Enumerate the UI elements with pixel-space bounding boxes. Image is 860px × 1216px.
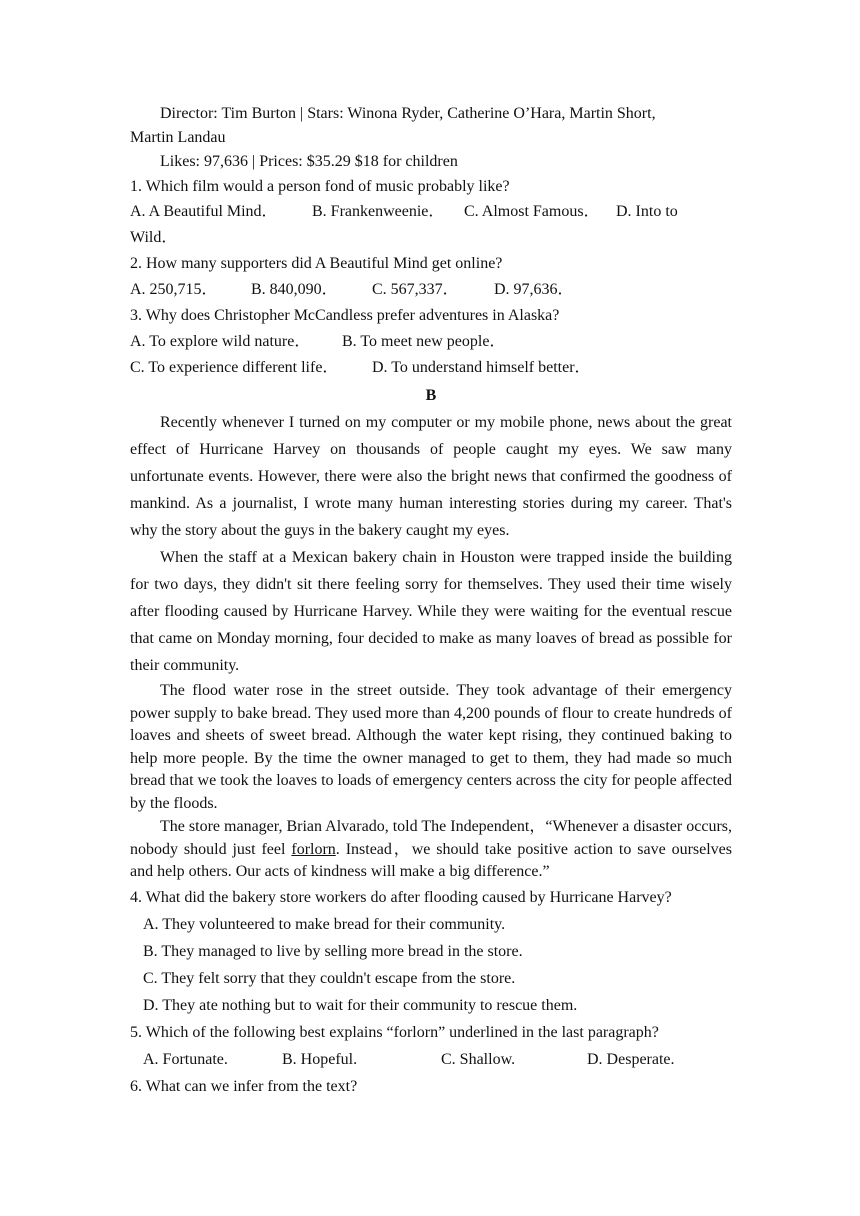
passage-paragraph-4 — [130, 816, 732, 884]
q3-option-b: B. To meet new people． — [342, 333, 506, 350]
question-3-options-ab — [130, 329, 732, 355]
question-6-stem: 6. What can we infer from the text? — [130, 1077, 358, 1095]
question-1-stem: 1. Which film would a person fond of music probably like? — [130, 178, 510, 195]
underlined-word-forlorn: forlorn — [291, 840, 336, 858]
q2-option-b: B. 840,090． — [251, 281, 338, 298]
q1-option-b: B. Frankenweenie． — [312, 203, 445, 220]
q1-option-a: A. A Beautiful Mind． — [130, 203, 278, 220]
q5-option-c: C. Shallow. — [441, 1050, 516, 1068]
film-director-line — [130, 102, 732, 150]
q3-option-d: D. To understand himself better． — [372, 359, 591, 376]
question-3-stem: 3. Why does Christopher McCandless prefer adventures in Alaska? — [130, 307, 560, 324]
q4-option-c: C. They felt sorry that they couldn't escape from the store. — [143, 969, 516, 987]
q1-option-d-cont: Wild． — [130, 229, 178, 246]
q2-option-d: D. 97,636． — [494, 281, 574, 298]
paragraph-4-text-before: The store manager, Brian Alvarado, told The Independent，“Whenever a disaster occurs, nobody should just feel — [130, 818, 732, 858]
film-director-text: Director: Tim Burton | Stars: Winona Ryder, Catherine O’Hara, Martin Short, — [160, 105, 656, 122]
section-heading: B — [425, 387, 437, 404]
film-director-text-cont: Martin Landau — [130, 129, 226, 146]
q4-option-d: D. They ate nothing but to wait for their community to rescue them. — [143, 996, 578, 1014]
passage-paragraph-2: When the staff at a Mexican bakery chain in Houston were trapped inside the building for two days, they didn't sit there feeling sorry for themselves. They used their time wisely after flooding caused by Hurricane Harvey. While they were waiting for the eventual rescue that came on Monday morning, four decided to make as many loaves of bread as possible for their community. — [130, 549, 732, 674]
question-2-options — [130, 277, 732, 303]
paragraph-4-text-after: . Instead，we should take positive action to save ourselves and help others. Our acts of kindness will make a big difference.” — [130, 840, 733, 880]
film-likes-line: Likes: 97,636 | Prices: $35.29 $18 for children — [160, 153, 458, 170]
q1-option-c: C. Almost Famous． — [464, 203, 600, 220]
q4-option-b: B. They managed to live by selling more bread in the store. — [143, 942, 523, 960]
passage-paragraph-3: The flood water rose in the street outside. They took advantage of their emergency power supply to bake bread. They used more than 4,200 pounds of flour to create hundreds of loaves and sheets of sweet bread. Although the water kept rising, they continued baking to help more people. By the time the owner managed to get to them, they had made so much bread that we took the loaves to loads of emergency centers across the city for people affected by the floods. — [130, 682, 732, 812]
q3-option-c: C. To experience different life． — [130, 359, 339, 376]
question-4-stem: 4. What did the bakery store workers do after flooding caused by Hurricane Harvey? — [130, 888, 672, 906]
q1-option-d: D. Into to — [616, 203, 678, 220]
q5-option-d: D. Desperate. — [587, 1050, 675, 1068]
question-3-options-cd — [130, 355, 732, 381]
q5-option-b: B. Hopeful. — [282, 1050, 358, 1068]
q5-option-a: A. Fortunate. — [143, 1050, 228, 1068]
document-page — [130, 102, 732, 1100]
question-2-stem: 2. How many supporters did A Beautiful Mind get online? — [130, 255, 503, 272]
q3-option-a: A. To explore wild nature． — [130, 333, 311, 350]
q2-option-a: A. 250,715． — [130, 281, 218, 298]
question-5-options — [130, 1046, 732, 1073]
question-1-options — [130, 199, 732, 225]
passage-paragraph-1: Recently whenever I turned on my computer or my mobile phone, news about the great effect of Hurricane Harvey on thousands of people caught my eyes. We saw many unfortunate events. However, there were also the bright news that confirmed the goodness of mankind. As a journalist, I wrote many human interesting stories during my career. That's why the story about the guys in the bakery caught my eyes. — [130, 414, 732, 539]
q2-option-c: C. 567,337． — [372, 281, 459, 298]
q4-option-a: A. They volunteered to make bread for their community. — [143, 915, 506, 933]
question-5-stem: 5. Which of the following best explains “forlorn” underlined in the last paragraph? — [130, 1023, 659, 1041]
